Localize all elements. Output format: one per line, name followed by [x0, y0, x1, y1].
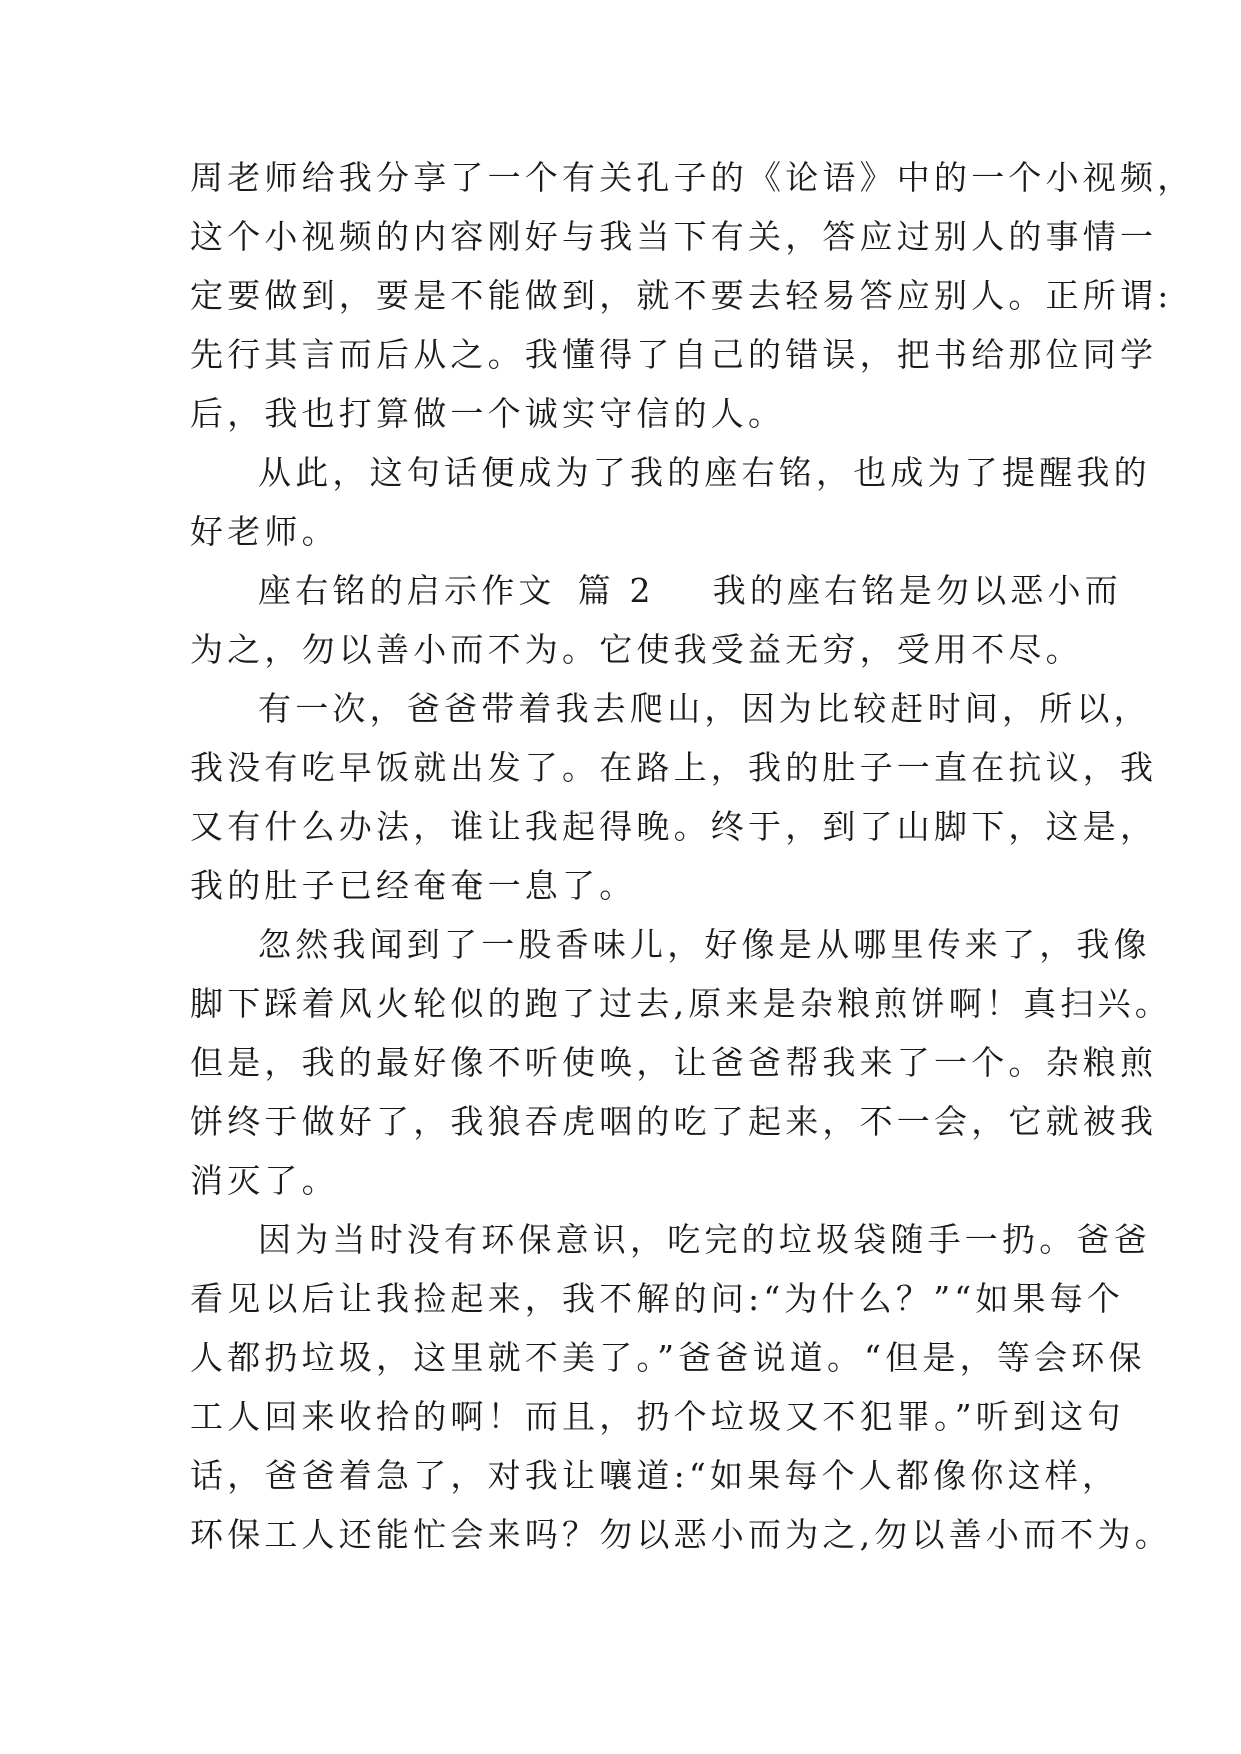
text-line: 饼终于做好了，我狼吞虎咽的吃了起来，不一会，它就被我: [190, 1102, 1158, 1141]
text-line: 我的肚子已经奄奄一息了。: [190, 866, 637, 905]
text-line: 脚下踩着风火轮似的跑了过去,原来是杂粮煎饼啊！真扫兴。: [190, 984, 1172, 1023]
section-title: 座右铭的启示作文: [258, 571, 556, 610]
text-line: 周老师给我分享了一个有关孔子的《论语》中的一个小视频，: [190, 158, 1195, 197]
text-line: 工人回来收拾的啊！而且，扔个垃圾又不犯罪。”听到这句: [190, 1397, 1125, 1436]
text-line: 看见以后让我捡起来，我不解的问:“为什么？”“如果每个: [190, 1279, 1125, 1318]
document-body: [190, 148, 1195, 1564]
text-line: 先行其言而后从之。我懂得了自己的错误，把书给那位同学: [190, 335, 1158, 374]
text-line: 环保工人还能忙会来吗？勿以恶小而为之,勿以善小而不为。: [190, 1515, 1172, 1554]
text-line: 定要做到，要是不能做到，就不要去轻易答应别人。正所谓:: [190, 276, 1173, 315]
text-line: 后，我也打算做一个诚实守信的人。: [190, 394, 786, 433]
text-line: 人都扔垃圾，这里就不美了。”爸爸说道。“但是，等会环保: [190, 1338, 1146, 1377]
section-number: 篇 2: [577, 571, 655, 610]
text-line: 又有什么办法，谁让我起得晚。终于，到了山脚下，这是，: [190, 807, 1158, 846]
section-heading-line: [190, 561, 1122, 620]
text-line: 好老师。: [190, 512, 339, 551]
text-line: 消灭了。: [190, 1161, 339, 1200]
text-line: 话，爸爸着急了，对我让嚷道:“如果每个人都像你这样，: [190, 1456, 1120, 1495]
text-line: 为之，勿以善小而不为。它使我受益无穷，受用不尽。: [190, 630, 1083, 669]
text-line: 我没有吃早饭就出发了。在路上，我的肚子一直在抗议，我: [190, 748, 1158, 787]
text-line: 我的座右铭是勿以恶小而: [712, 571, 1122, 610]
text-line: 但是，我的最好像不听使唤，让爸爸帮我来了一个。杂粮煎: [190, 1043, 1158, 1082]
text-line: 忽然我闻到了一股香味儿，好像是从哪里传来了，我像: [258, 925, 1151, 964]
text-line: 因为当时没有环保意识，吃完的垃圾袋随手一扔。爸爸: [258, 1220, 1151, 1259]
text-line: 有一次，爸爸带着我去爬山，因为比较赶时间，所以，: [258, 689, 1151, 728]
text-line: 从此，这句话便成为了我的座右铭，也成为了提醒我的: [258, 453, 1151, 492]
text-line: 这个小视频的内容刚好与我当下有关，答应过别人的事情一: [190, 217, 1158, 256]
